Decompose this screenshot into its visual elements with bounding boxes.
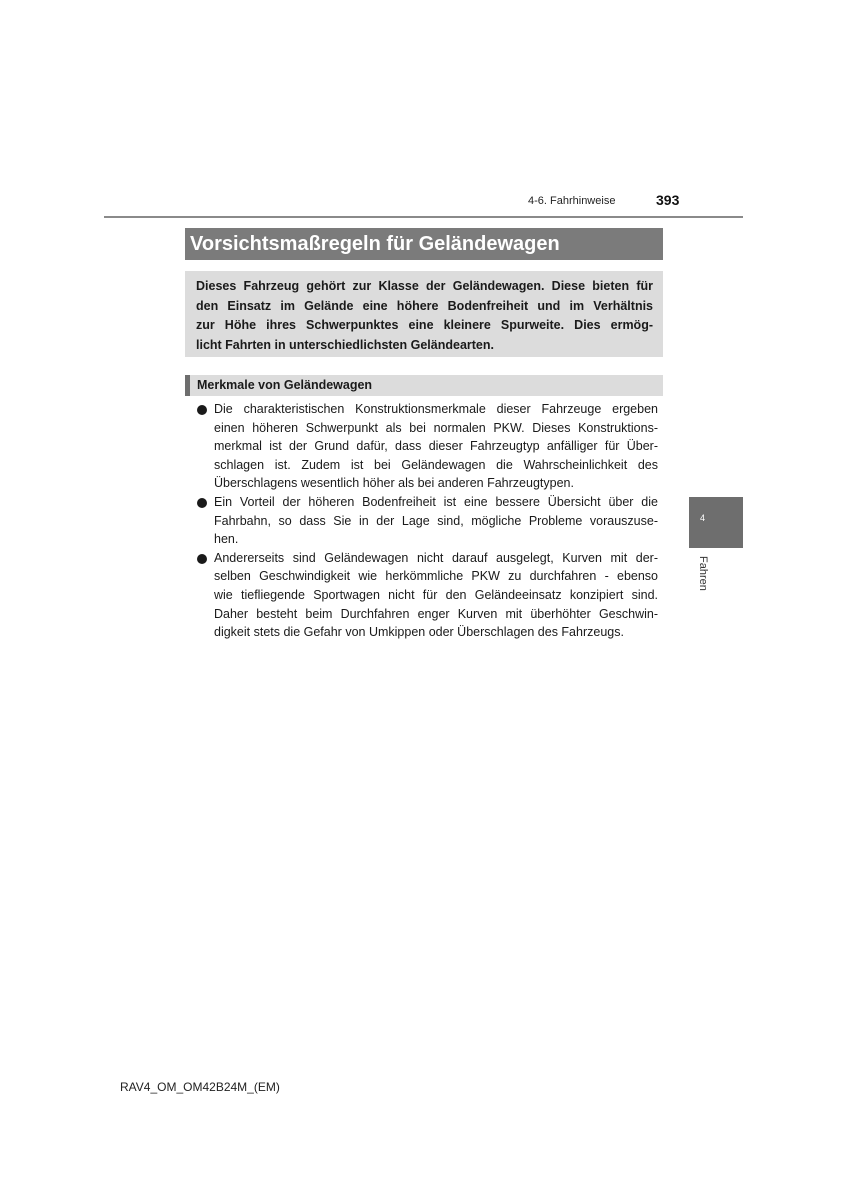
bullet-line: Überschlagens wesentlich höher als bei anderen Fahrzeugtypen. — [214, 476, 574, 491]
intro-box — [185, 271, 663, 357]
bullet-item-2 — [195, 493, 658, 549]
bullet-line: merkmal ist der Grund dafür, dass dieser Fahrzeugtyp anfälliger für Über- — [214, 439, 658, 454]
intro-line: zur Höhe ihres Schwerpunktes eine kleinere Spurweite. Dies ermög- — [196, 318, 653, 332]
bullet-line: Daher besteht beim Durchfahren enger Kurven mit überhöhter Geschwin- — [214, 606, 658, 621]
bullet-list — [195, 400, 658, 642]
bullet-item-1 — [195, 400, 658, 493]
bullet-line: schlagen ist. Zudem ist bei Geländewagen die Wahrscheinlichkeit des — [214, 457, 658, 472]
section-title: Vorsichtsmaßregeln für Geländewagen — [190, 233, 560, 255]
document-code: RAV4_OM_OM42B24M_(EM) — [120, 1080, 280, 1094]
intro-line: licht Fahrten in unterschiedlichsten Geländearten. — [196, 337, 494, 352]
chapter-label: Fahren — [697, 556, 709, 591]
header-divider — [104, 216, 743, 218]
subheading: Merkmale von Geländewagen — [197, 378, 373, 392]
bullet-line: Die charakteristischen Konstruktionsmerkmale dieser Fahrzeuge ergeben — [214, 402, 658, 416]
chapter-tab — [689, 497, 743, 548]
intro-line: den Einsatz im Gelände eine höhere Bodenfreiheit und im Verhältnis — [196, 298, 653, 313]
subheading-accent — [185, 375, 190, 396]
intro-line: Dieses Fahrzeug gehört zur Klasse der Geländewagen. Diese bieten für — [196, 279, 653, 293]
page-number: 393 — [656, 192, 680, 208]
bullet-item-3 — [195, 549, 658, 642]
subheading-bar — [185, 375, 663, 396]
bullet-line: Andererseits sind Geländewagen nicht darauf ausgelegt, Kurven mit der- — [214, 550, 658, 565]
bullet-line: hen. — [214, 532, 239, 547]
bullet-line: selben Geschwindigkeit wie herkömmliche PKW zu durchfahren - ebenso — [214, 569, 658, 584]
bullet-line: Fahrbahn, so dass Sie in der Lage sind, mögliche Probleme vorauszuse- — [214, 513, 658, 528]
bullet-icon — [197, 498, 207, 508]
section-title-bar — [185, 228, 663, 260]
bullet-line: wie tiefliegende Sportwagen nicht für den Geländeeinsatz konzipiert sind. — [214, 587, 658, 602]
chapter-number: 4 — [699, 513, 705, 523]
header-section-title: 4-6. Fahrhinweise — [528, 195, 616, 207]
bullet-line: digkeit stets die Gefahr von Umkippen oder Überschlagen des Fahrzeugs. — [214, 625, 624, 640]
bullet-line: einen höheren Schwerpunkt als bei normalen PKW. Dieses Konstruktions- — [214, 420, 658, 435]
bullet-icon — [197, 405, 207, 415]
bullet-icon — [197, 554, 207, 564]
bullet-line: Ein Vorteil der höheren Bodenfreiheit ist eine bessere Übersicht über die — [214, 494, 658, 509]
